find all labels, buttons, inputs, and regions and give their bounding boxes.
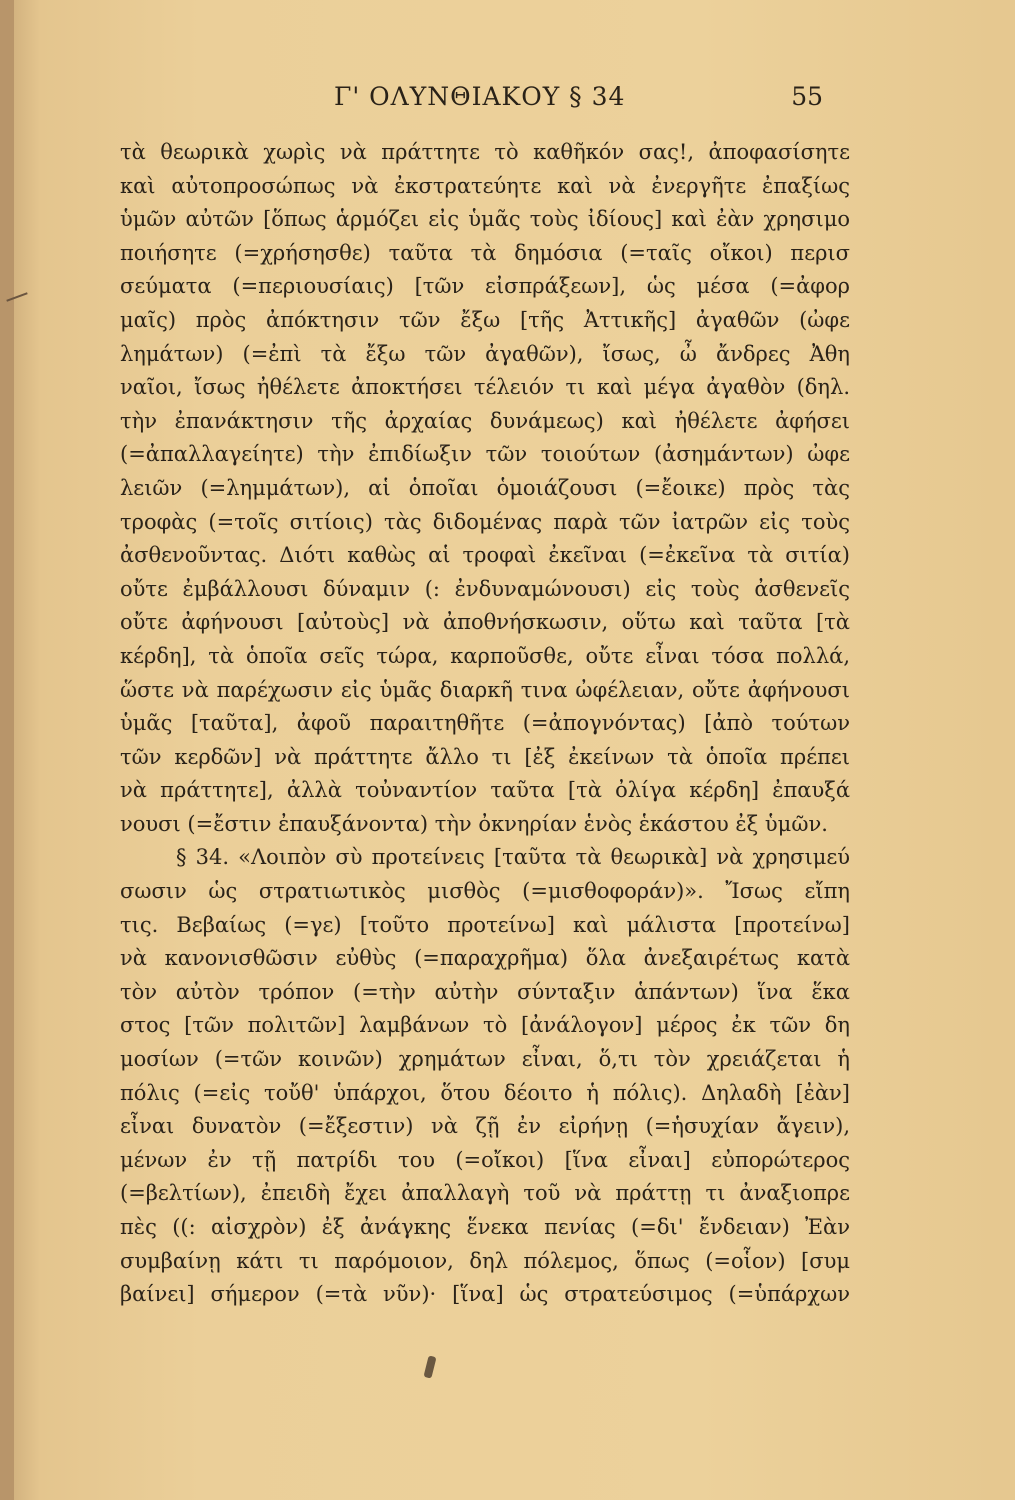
text-line: τὸν αὐτὸν τρόπον (=τὴν αὐτὴν σύνταξιν ἁπάντων) ἵνα ἕκα xyxy=(120,979,850,1004)
ink-blot xyxy=(423,1355,436,1378)
text-line: σεύματα (=περιουσίαις) [τῶν εἰσπράξεων], ὡς μέσα (=ἀφορ xyxy=(120,274,850,299)
text-line: τὰ θεωρικὰ χωρὶς νὰ πράττητε τὸ καθῆκόν σας!, ἀποφασίσητε xyxy=(120,140,850,164)
text-line: ποιήσητε (=χρήσησθε) ταῦτα τὰ δημόσια (=ταῖς οἴκοι) περισ xyxy=(120,240,850,265)
text-line: λημάτων) (=ἐπὶ τὰ ἔξω τῶν ἀγαθῶν), ἴσως, ὦ ἄνδρες Ἀθη xyxy=(120,341,850,366)
text-line: ὥστε νὰ παρέχωσιν εἰς ὑμᾶς διαρκῆ τινα ὠφέλειαν, οὔτε ἀφήνουσι xyxy=(120,677,850,702)
text-line: μένων ἐν τῇ πατρίδι του (=οἴκοι) [ἵνα εἶναι] εὐπορώτερος xyxy=(120,1147,850,1172)
text-line: τῶν κερδῶν] νὰ πράττητε ἄλλο τι [ἐξ ἐκείνων τὰ ὁποῖα πρέπει xyxy=(120,744,850,769)
text-line: οὔτε ἐμβάλλουσι δύναμιν (: ἐνδυναμώνουσι) εἰς τοὺς ἀσθενεῖς xyxy=(120,576,850,601)
text-line: ἀσθενοῦντας. Διότι καθὼς αἱ τροφαὶ ἐκεῖναι (=ἐκεῖνα τὰ σιτία) xyxy=(120,543,850,568)
text-line: οὔτε ἀφήνουσι [αὐτοὺς] νὰ ἀποθνήσκωσιν, οὕτω καὶ ταῦτα [τὰ xyxy=(120,610,850,635)
text-line: τις. Βεβαίως (=γε) [τοῦτο προτείνω] καὶ μάλιστα [προτείνω] xyxy=(120,912,850,937)
text-line: λειῶν (=λημμάτων), αἱ ὁποῖαι ὁμοιάζουσι (=ἔοικε) πρὸς τὰς xyxy=(120,475,850,500)
section-start-line: § 34. «Λοιπὸν σὺ προτείνεις [ταῦτα τὰ θεωρικὰ] νὰ χρησιμεύ xyxy=(176,845,850,870)
text-line: κέρδη], τὰ ὁποῖα σεῖς τώρα, καρποῦσθε, οὔτε εἶναι τόσα πολλά, xyxy=(120,643,850,668)
page-header xyxy=(0,82,1015,122)
text-line: ὑμῶν αὐτῶν [ὅπως ἁρμόζει εἰς ὑμᾶς τοὺς ἰδίους] καὶ ἐὰν χρησιμο xyxy=(120,207,850,232)
text-line: εἶναι δυνατὸν (=ἔξεστιν) νὰ ζῇ ἐν εἰρήνῃ (=ἡσυχίαν ἄγειν), xyxy=(120,1114,850,1139)
page-spine-shadow xyxy=(0,0,14,1500)
text-line: στος [τῶν πολιτῶν] λαμβάνων τὸ [ἀνάλογον] μέρος ἐκ τῶν δη xyxy=(120,1013,850,1038)
text-line: νὰ κανονισθῶσιν εὐθὺς (=παραχρῆμα) ὅλα ἀνεξαιρέτως κατὰ xyxy=(120,946,850,971)
text-line: συμβαίνῃ κάτι τι παρόμοιον, δηλ πόλεμος, ὅπως (=οἷον) [συμ xyxy=(120,1248,850,1273)
text-line: μαῖς) πρὸς ἀπόκτησιν τῶν ἔξω [τῆς Ἀττικῆς] ἀγαθῶν (ὠφε xyxy=(120,307,850,332)
text-line: (=ἀπαλλαγείητε) τὴν ἐπιδίωξιν τῶν τοιούτων (ἀσημάντων) ὠφε xyxy=(120,442,850,467)
body-text xyxy=(120,136,850,1312)
text-line: ναῖοι, ἴσως ἠθέλετε ἀποκτήσει τέλειόν τι καὶ μέγα ἀγαθὸν (δηλ. xyxy=(120,375,850,400)
text-line: (=βελτίων), ἐπειδὴ ἔχει ἀπαλλαγὴ τοῦ νὰ πράττῃ τι ἀναξιοπρε xyxy=(120,1181,850,1206)
page-number: 55 xyxy=(791,82,823,111)
text-line: ὑμᾶς [ταῦτα], ἀφοῦ παραιτηθῆτε (=ἀπογνόντας) [ἀπὸ τούτων xyxy=(120,711,850,736)
text-line: σωσιν ὡς στρατιωτικὸς μισθὸς (=μισθοφοράν)». Ἴσως εἴπη xyxy=(120,879,850,904)
text-line: τὴν ἐπανάκτησιν τῆς ἀρχαίας δυνάμεως) καὶ ἠθέλετε ἀφήσει xyxy=(120,408,850,433)
running-title: Γ' ΟΛΥΝΘΙΑΚΟΥ § 34 xyxy=(334,82,626,111)
text-line: πὲς ((: αἰσχρὸν) ἐξ ἀνάγκης ἕνεκα πενίας (=δι' ἔνδειαν) Ἐὰν xyxy=(120,1215,850,1239)
text-line: καὶ αὐτοπροσώπως νὰ ἐκστρατεύητε καὶ νὰ ἐνεργῆτε ἐπαξίως xyxy=(120,173,850,198)
text-line: μοσίων (=τῶν κοινῶν) χρημάτων εἶναι, ὅ,τι τὸν χρειάζεται ἡ xyxy=(120,1047,850,1072)
text-line: νὰ πράττητε], ἀλλὰ τοὐναντίον ταῦτα [τὰ ὀλίγα κέρδη] ἐπαυξά xyxy=(120,778,850,803)
text-line: πόλις (=εἰς τοὔθ' ὑπάρχοι, ὅτου δέοιτο ἡ πόλις). Δηλαδὴ [ἐὰν] xyxy=(120,1080,850,1105)
text-line: τροφὰς (=τοῖς σιτίοις) τὰς διδομένας παρὰ τῶν ἰατρῶν εἰς τοὺς xyxy=(120,509,850,534)
text-line: βαίνει] σήμερον (=τὰ νῦν)· [ἵνα] ὡς στρατεύσιμος (=ὑπάρχων xyxy=(120,1282,850,1307)
text-line: νουσι (=ἔστιν ἐπαυξάνοντα) τὴν ὀκνηρίαν ἑνὸς ἑκάστου ἐξ ὑμῶν. xyxy=(120,811,828,836)
